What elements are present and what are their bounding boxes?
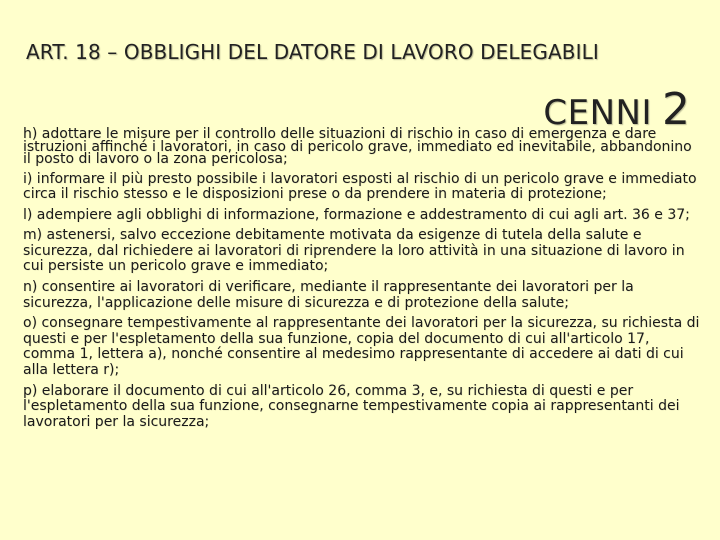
subtitle-number: 2 [662,84,690,135]
slide-title: ART. 18 – OBBLIGHI DEL DATORE DI LAVORO DELEGABILI [26,40,599,64]
article-body [23,128,703,435]
article-item-o: o) consegnare tempestivamente al rappresentante dei lavoratori per la sicurezza, su richiesta di questi e per l'espletamento della sua funzione, copia del documento di cui all'articolo 17, comma 1, lettera a), nonché consentire al medesimo rappresentante di accedere ai dati di cui alla lettera r); [23,315,700,379]
article-item-l: l) adempiere agli obblighi di informazione, formazione e addestramento di cui agli art. 36 e 37; [23,206,690,223]
article-item-h: h) adottare le misure per il controllo delle situazioni di rischio in caso di emergenza e dare istruzioni affinché i lavoratori, in caso di pericolo grave, immediato ed inevitabile, abbandonino il posto di lavoro o la zona pericolosa; [23,126,692,167]
subtitle-word: CENNI [543,93,652,133]
article-item-m: m) astenersi, salvo eccezione debitamente motivata da esigenze di tutela della salute e sicurezza, dal richiedere ai lavoratori di riprendere la loro attività in una situazione di lavoro in cui persiste un pericolo grave e immediato; [23,227,685,275]
article-item-i: i) informare il più presto possibile i lavoratori esposti al rischio di un pericolo grave e immediato circa il rischio stesso e le disposizioni prese o da prendere in materia di protezione; [23,170,697,203]
article-item-p: p) elaborare il documento di cui all'articolo 26, comma 3, e, su richiesta di questi e per l'espletamento della sua funzione, consegnarne tempestivamente copia ai rappresentanti dei lavoratori per la sicurezza; [23,382,680,430]
article-item-n: n) consentire ai lavoratori di verificare, mediante il rappresentante dei lavoratori per la sicurezza, l'applicazione delle misure di sicurezza e di protezione della salute; [23,279,634,311]
